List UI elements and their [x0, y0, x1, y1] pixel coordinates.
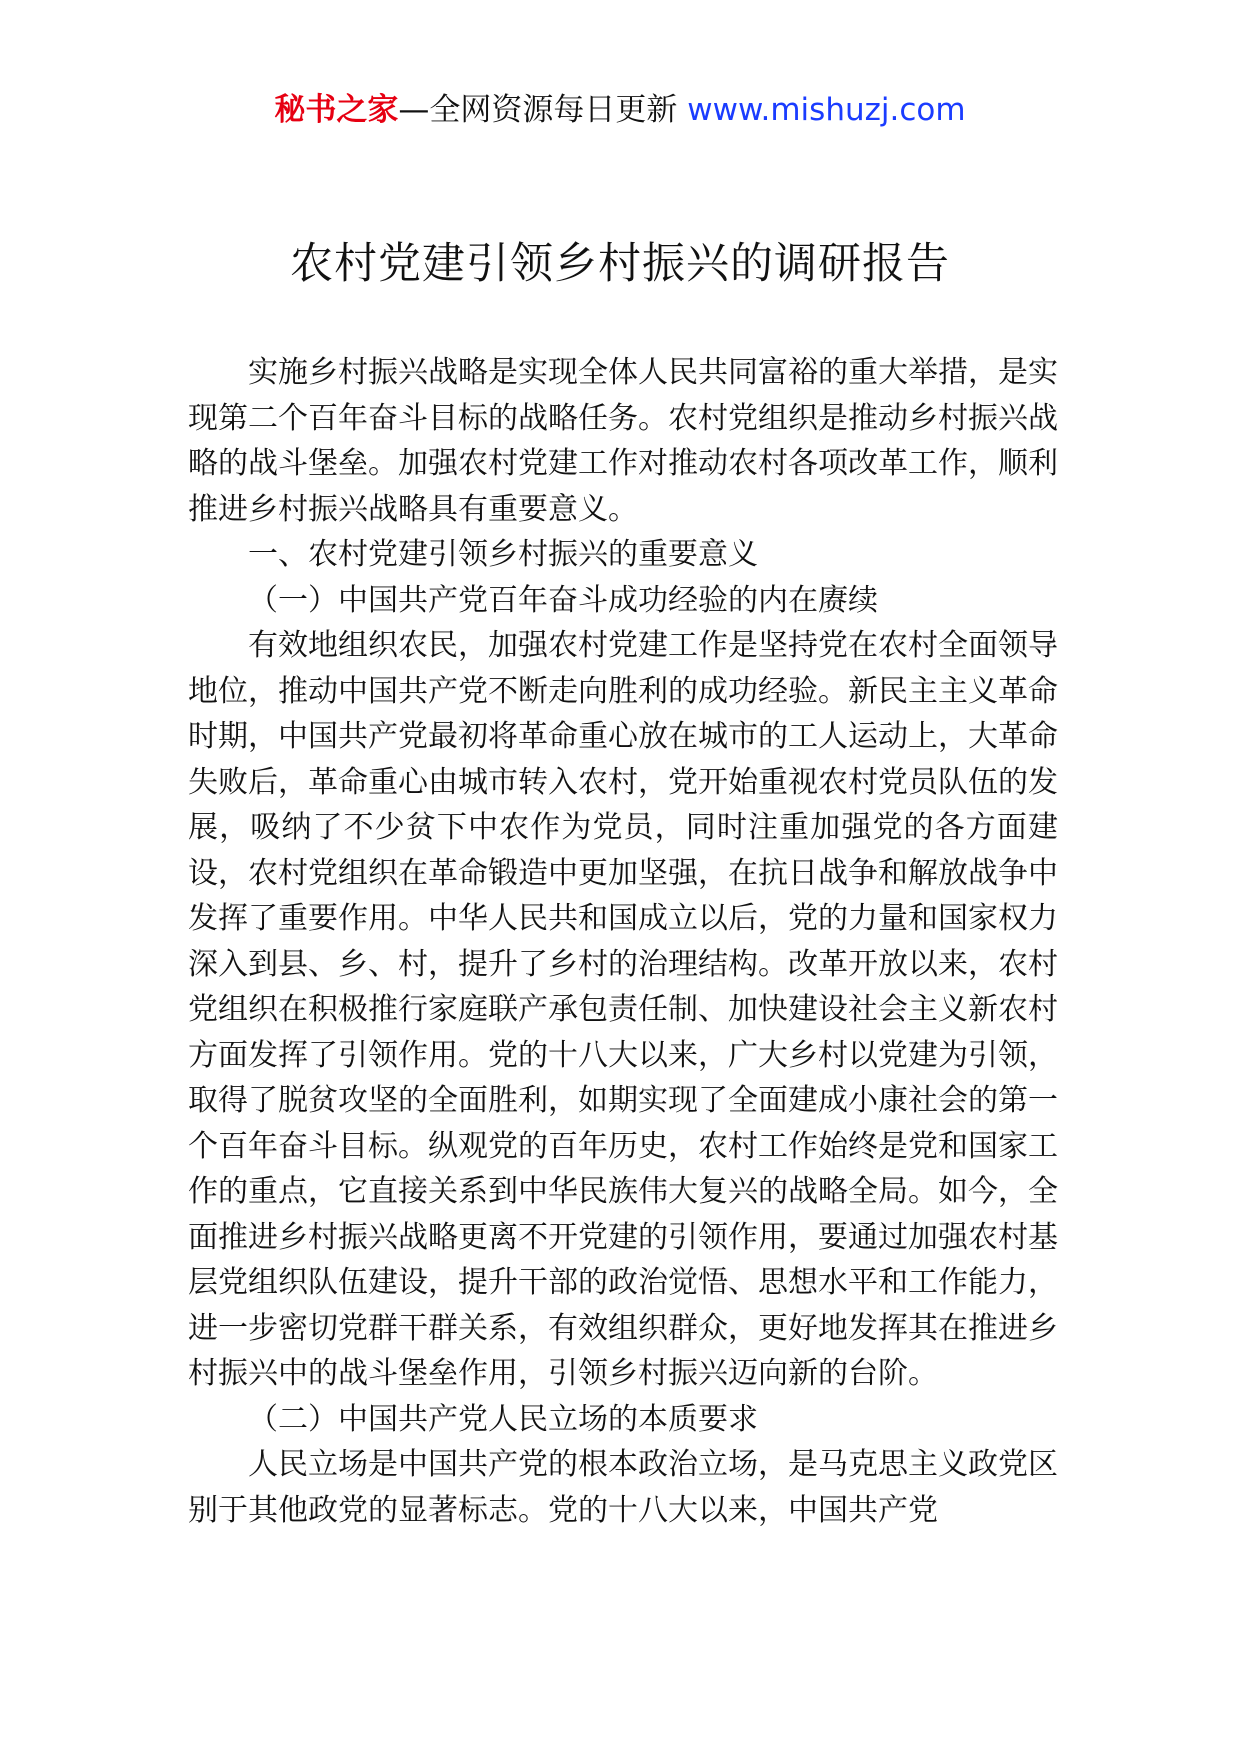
subsection-heading-2: （二）中国共产党人民立场的本质要求 — [248, 1401, 758, 1437]
site-tagline: —全网资源每日更新 — [398, 92, 688, 128]
section-heading-1: 一、农村党建引领乡村振兴的重要意义 — [248, 537, 758, 572]
site-header — [0, 88, 1240, 132]
subsection-heading-1: （一）中国共产党百年奋斗成功经验的内在赓续 — [248, 582, 878, 618]
intro-paragraph: 实施乡村振兴战略是实现全体人民共同富裕的重大举措，是实现第二个百年奋斗目标的战略任务。农村党组织是推动乡村振兴战略的战斗堡垒。加强农村党建工作对推动农村各项改革工作，顺利推进乡村振兴战略具有重要意义。 — [188, 355, 1058, 527]
site-brand: 秘书之家 — [274, 92, 399, 128]
site-url-link[interactable]: www.mishuzj.com — [687, 92, 966, 128]
document-body — [188, 350, 1058, 1533]
document-title: 农村党建引领乡村振兴的调研报告 — [290, 239, 950, 289]
body-paragraph: 有效地组织农民，加强农村党建工作是坚持党在农村全面领导地位，推动中国共产党不断走向胜利的成功经验。新民主主义革命时期，中国共产党最初将革命重心放在城市的工人运动上，大革命失败后，革命重心由城市转入农村，党开始重视农村党员队伍的发展，吸纳了不少贫下中农作为党员，同时注重加强党的各方面建设，农村党组织在革命锻造中更加坚强，在抗日战争和解放战争中发挥了重要作用。中华人民共和国成立以后，党的力量和国家权力深入到县、乡、村，提升了乡村的治理结构。改革开放以来，农村党组织在积极推行家庭联产承包责任制、加快建设社会主义新农村方面发挥了引领作用。党的十八大以来，广大乡村以党建为引领，取得了脱贫攻坚的全面胜利，如期实现了全面建成小康社会的第一个百年奋斗目标。纵观党的百年历史，农村工作始终是党和国家工作的重点，它直接关系到中华民族伟大复兴的战略全局。如今，全面推进乡村振兴战略更离不开党建的引领作用，要通过加强农村基层党组织队伍建设，提升干部的政治觉悟、思想水平和工作能力，进一步密切党群干群关系，有效组织群众，更好地发挥其在推进乡村振兴中的战斗堡垒作用，引领乡村振兴迈向新的台阶。 — [188, 628, 1058, 1391]
body-paragraph: 人民立场是中国共产党的根本政治立场，是马克思主义政党区别于其他政党的显著标志。党的十八大以来，中国共产党 — [188, 1447, 1058, 1528]
